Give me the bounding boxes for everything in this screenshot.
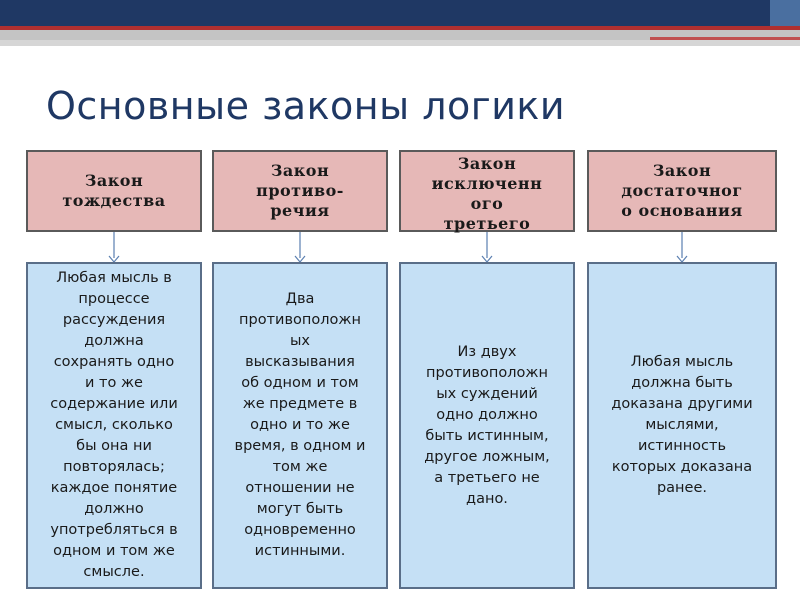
slide-top-bar-accent (770, 0, 800, 26)
law-column-excluded-middle (399, 150, 575, 590)
law-header-text: Закон противо- речия (256, 161, 344, 220)
down-arrow-icon (108, 232, 120, 266)
law-header-box (212, 150, 388, 232)
law-description-box (587, 262, 777, 589)
slide-title: Основные законы логики (46, 84, 566, 128)
law-description-box (212, 262, 388, 589)
law-description-text: Любая мысль в процессе рассуждения должна сохранять одно и то же содержание или смысл, сколько бы она ни повторялась; каждое понятие должно употребляться в одном и том же смысле. (50, 270, 178, 580)
law-column-identity (26, 150, 202, 590)
law-description-text: Из двух противоположн ых суждений одно должно быть истинным, другое ложным, а третьего не дано. (424, 343, 550, 507)
slide-grey-stripe-light (0, 40, 800, 46)
law-description-text: Любая мысль должна быть доказана другими мыслями, истинность которых доказана ранее. (611, 354, 753, 496)
law-description-box (26, 262, 202, 589)
law-column-contradiction (212, 150, 388, 590)
slide-top-bar (0, 0, 800, 26)
law-header-text: Закон достаточног о основания (621, 161, 743, 220)
slide-red-stripe-short (650, 37, 800, 40)
law-column-sufficient-reason (587, 150, 777, 590)
law-header-text: Закон исключенн ого третьего (431, 154, 543, 233)
down-arrow-icon (481, 232, 493, 266)
law-header-text: Закон тождества (62, 171, 166, 210)
down-arrow-icon (676, 232, 688, 266)
law-header-box (587, 150, 777, 232)
law-header-box (26, 150, 202, 232)
down-arrow-icon (294, 232, 306, 266)
law-header-box (399, 150, 575, 232)
law-description-text: Два противоположн ых высказывания об одном и том же предмете в одно и то же время, в одном и том же отношении не могут быть одновременно истинными. (234, 291, 366, 559)
law-description-box (399, 262, 575, 589)
